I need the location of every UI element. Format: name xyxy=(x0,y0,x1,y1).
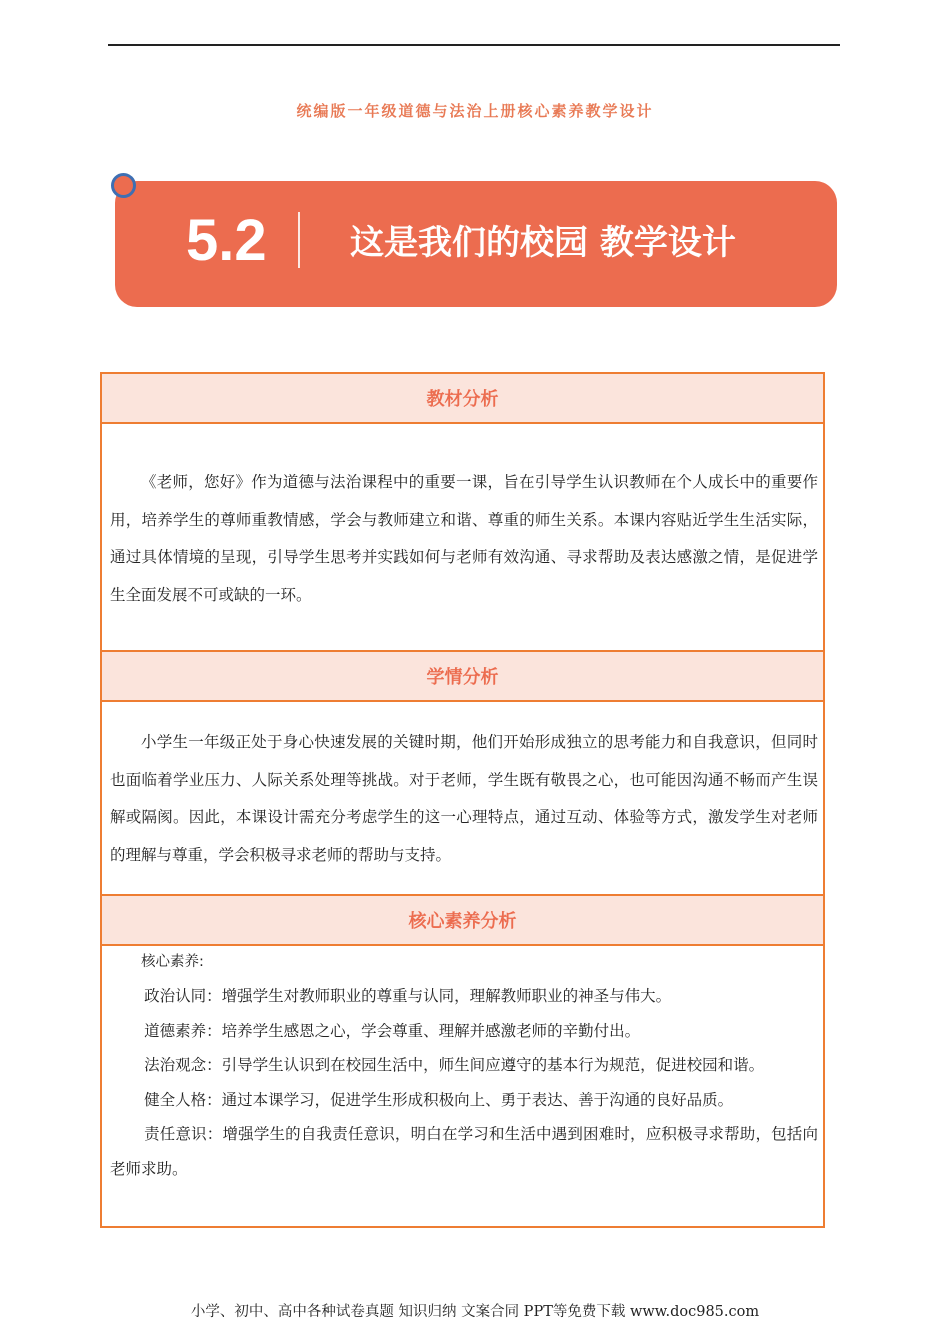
core-literacy-list xyxy=(110,979,818,1186)
core-item-legal: 法治观念：引导学生认识到在校园生活中，师生间应遵守的基本行为规范，促进校园和谐。 xyxy=(144,1056,765,1074)
core-literacy-label: 核心素养: xyxy=(141,954,204,970)
textbook-analysis-text: 《老师，您好》作为道德与法治课程中的重要一课，旨在引导学生认识教师在个人成长中的重要作用，培养学生的尊师重教情感，学会与教师建立和谐、尊重的师生关系。本课内容贴近学生生活实际，通过具体情境的呈现，引导学生思考并实践如何与老师有效沟通、寻求帮助及表达感激之情，是促进学生全面发展不可或缺的一环。 xyxy=(110,473,818,604)
student-analysis-text: 小学生一年级正处于身心快速发展的关键时期，他们开始形成独立的思考能力和自我意识，但同时也面临着学业压力、人际关系处理等挑战。对于老师，学生既有敬畏之心，也可能因沟通不畅而产生误解或隔阂。因此，本课设计需充分考虑学生的这一心理特点，通过互动、体验等方式，激发学生对老师的理解与尊重，学会积极寻求老师的帮助与支持。 xyxy=(110,733,818,864)
banner-divider xyxy=(298,212,300,268)
footer-text: 小学、初中、高中各种试卷真题 知识归纳 文案合同 PPT等免费下载 www.doc985.com xyxy=(190,1304,760,1320)
core-item-moral: 道德素养：培养学生感恩之心，学会尊重、理解并感激老师的辛勤付出。 xyxy=(144,1021,641,1040)
core-item-political: 政治认同：增强学生对教师职业的尊重与认同，理解教师职业的神圣与伟大。 xyxy=(144,987,672,1005)
lesson-title: 这是我们的校园 教学设计 xyxy=(350,223,736,263)
section-heading-textbook: 教材分析 xyxy=(102,372,823,424)
header-rule xyxy=(108,44,840,46)
series-title: 统编版一年级道德与法治上册核心素养教学设计 xyxy=(296,102,654,120)
section-heading-core: 核心素养分析 xyxy=(102,894,823,946)
lesson-number: 5.2 xyxy=(186,208,267,273)
core-item-personality: 健全人格：通过本课学习，促进学生形成积极向上、勇于表达、善于沟通的良好品质。 xyxy=(144,1090,734,1109)
core-item-responsibility: 责任意识：增强学生的自我责任意识，明白在学习和生活中遇到困难时，应积极寻求帮助，包括向老师求助。 xyxy=(110,1125,818,1178)
banner-dot-icon xyxy=(111,173,136,198)
section-heading-students: 学情分析 xyxy=(102,650,823,702)
